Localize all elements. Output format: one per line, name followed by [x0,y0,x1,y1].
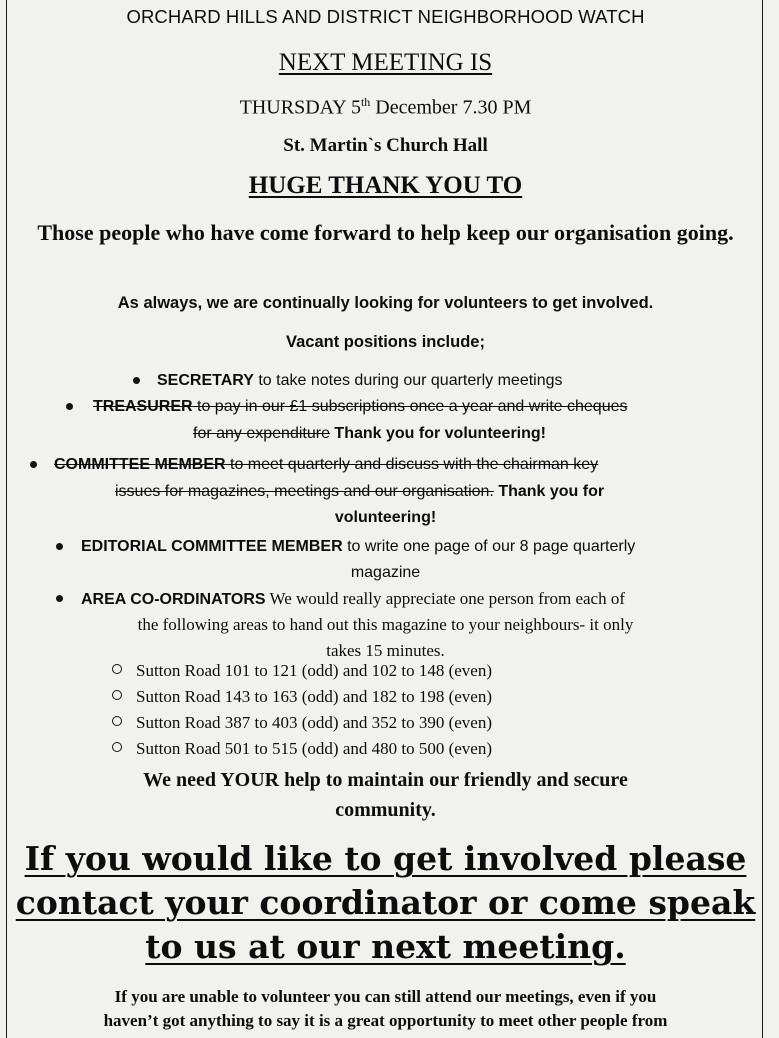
position-treasurer: TREASURER to pay in our £1 subscriptions once a year and write cheques [93,398,628,415]
area-list-item: Sutton Road 387 to 403 (odd) and 352 to 390 (even) [112,713,492,733]
position-editorial: EDITORIAL COMMITTEE MEMBER to write one page of our 8 page quarterly [81,538,636,555]
thank-you-text: Those people who have come forward to help keep our organisation going. [37,220,734,245]
attend-meetings-text: If you are unable to volunteer you can still attend our meetings, even if you haven’t got anything to say it is a great opportunity to meet other people from [103,987,668,1030]
volunteers-text: As always, we are continually looking for volunteers to get involved. [117,294,654,312]
bullet-icon [29,451,39,461]
position-committee-line3: volunteering! [334,509,437,526]
circle-bullet-icon [112,690,122,700]
organisation-title: ORCHARD HILLS AND DISTRICT NEIGHBORHOOD WATCH [126,6,645,27]
meeting-venue: St. Martin`s Church Hall [283,135,488,156]
circle-bullet-icon [112,742,122,752]
get-involved-callout: If you would like to get involved please contact your coordinator or come speak to us at our next meeting. [15,839,756,966]
thank-you-heading: HUGE THANK YOU TO [248,172,523,199]
position-committee-member: COMMITTEE MEMBER to meet quarterly and discuss with the chairman key [54,456,599,473]
bullet-icon [55,585,65,595]
area-text-line3: takes 15 minutes. [326,641,445,660]
position-area-coordinators: AREA CO-ORDINATORS We would really appreciate one person from each of [81,589,626,608]
meeting-date: THURSDAY 5th December 7.30 PM [239,95,532,119]
next-meeting-heading: NEXT MEETING IS [278,49,493,76]
area-list-item: Sutton Road 143 to 163 (odd) and 182 to 198 (even) [112,687,492,707]
bullet-icon [65,393,75,403]
vacant-positions-heading: Vacant positions include; [286,333,485,351]
area-text-line2: the following areas to hand out this magazine to your neighbours- it only [137,615,634,634]
position-secretary: SECRETARY to take notes during our quarterly meetings [157,372,563,389]
position-editorial-line2: magazine [350,564,421,581]
area-list-item: Sutton Road 501 to 515 (odd) and 480 to 500 (even) [112,739,492,759]
circle-bullet-icon [112,664,122,674]
newsletter-page [6,0,763,1038]
bullet-icon [55,533,65,543]
bullet-icon [132,367,142,377]
area-list-item: Sutton Road 101 to 121 (odd) and 102 to 148 (even) [112,661,492,681]
position-treasurer-line2: for any expenditure Thank you for volunteering! [193,425,546,442]
help-appeal: We need YOUR help to maintain our friendly and secure community. [143,769,628,821]
position-committee-line2: issues for magazines, meetings and our organisation. Thank you for [115,483,605,500]
circle-bullet-icon [112,716,122,726]
